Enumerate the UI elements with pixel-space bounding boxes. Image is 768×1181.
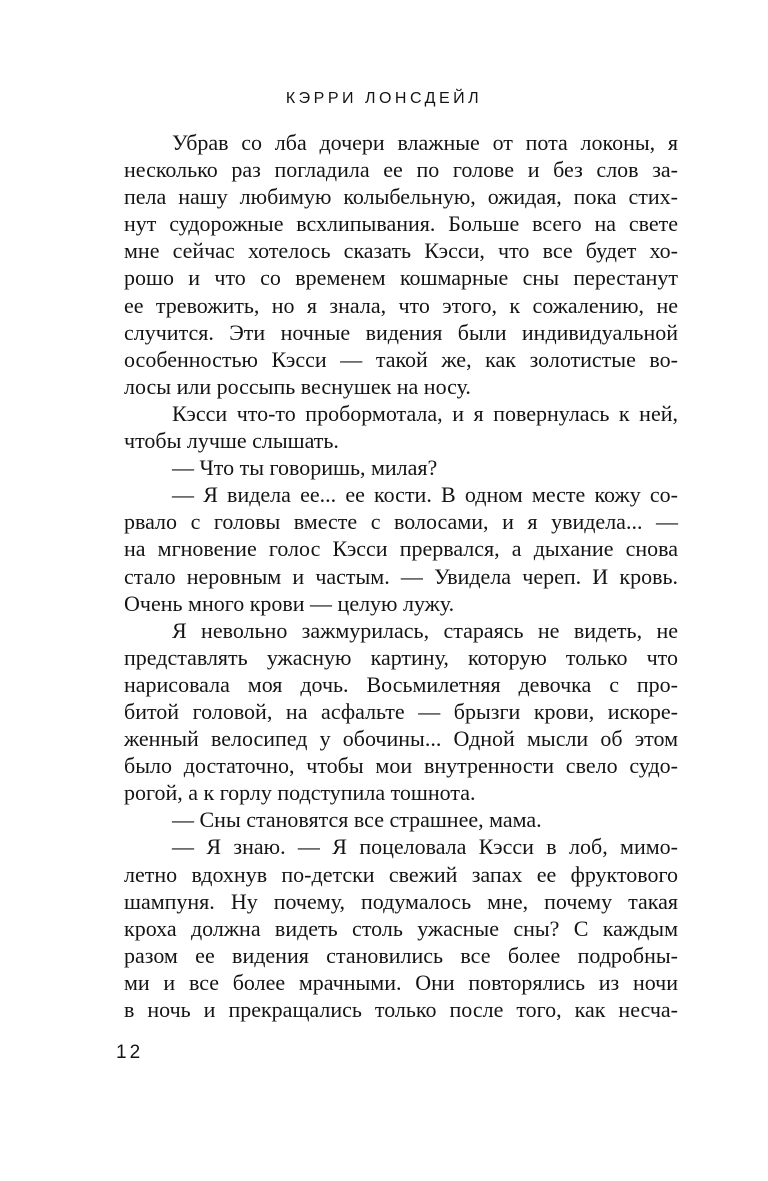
text-line: женный велосипед у обочины... Одной мысли об этом	[124, 726, 678, 752]
text-line: Я невольно зажмурилась, стараясь не видеть, не	[172, 617, 678, 643]
text-line: битой головой, на асфальте — брызги крови, искоре-	[124, 698, 678, 724]
text-line: стало неровным и частым. — Увидела череп. И кровь.	[124, 563, 678, 589]
text-line: несколько раз погладила ее по голове и без слов за-	[124, 157, 678, 183]
text-line: рошо и что со временем кошмарные сны перестанут	[124, 265, 678, 291]
text-line: чтобы лучше слышать.	[124, 428, 339, 454]
page-number: 12	[116, 1042, 144, 1063]
text-line: — Сны становятся все страшнее, мама.	[172, 807, 542, 833]
text-line: лосы или россыпь веснушек на носу.	[124, 373, 471, 399]
text-line: мне сейчас хотелось сказать Кэсси, что все будет хо-	[124, 238, 678, 264]
text-line: летно вдохнув по-детски свежий запах ее фруктового	[124, 861, 678, 887]
text-line: особенностью Кэсси — такой же, как золотистые во-	[124, 346, 678, 372]
text-line: нарисовала моя дочь. Восьмилетняя девочка с про-	[124, 671, 678, 697]
text-line: рогой, а к горлу подступила тошнота.	[124, 780, 476, 806]
text-line: на мгновение голос Кэсси прервался, а дыхание снова	[124, 536, 678, 562]
text-line: кроха должна видеть столь ужасные сны? С каждым	[124, 915, 678, 941]
text-line: пела нашу любимую колыбельную, ожидая, пока стих-	[124, 184, 678, 210]
running-head: КЭРРИ ЛОНСДЕЙЛ	[285, 90, 483, 107]
text-line: представлять ужасную картину, которую только что	[124, 644, 678, 670]
text-line: — Что ты говоришь, милая?	[172, 455, 438, 481]
text-line: — Я знаю. — Я поцеловала Кэсси в лоб, мимо-	[172, 834, 678, 860]
text-line: разом ее видения становились все более подробны-	[124, 942, 678, 968]
text-line: рвало с головы вместе с волосами, и я увидела... —	[124, 509, 678, 535]
text-line: нут судорожные всхлипывания. Больше всего на свете	[124, 211, 678, 237]
text-line: ми и все более мрачными. Они повторялись из ночи	[124, 969, 678, 995]
text-line: ее тревожить, но я знала, что этого, к сожалению, не	[124, 292, 678, 318]
body-text	[124, 129, 678, 1023]
text-line: в ночь и прекращались только после того, как несча-	[124, 997, 678, 1022]
text-line: Кэсси что-то пробормотала, и я повернулась к ней,	[172, 400, 678, 426]
text-line: шампуня. Ну почему, подумалось мне, почему такая	[124, 888, 678, 914]
text-line: случится. Эти ночные видения были индивидуальной	[124, 319, 678, 345]
text-line: Убрав со лба дочери влажные от пота локоны, я	[172, 130, 678, 155]
text-line: Очень много крови — целую лужу.	[124, 590, 455, 616]
text-line: было достаточно, чтобы мои внутренности свело судо-	[124, 753, 678, 779]
text-line: — Я видела ее... ее кости. В одном месте кожу со-	[172, 482, 678, 508]
